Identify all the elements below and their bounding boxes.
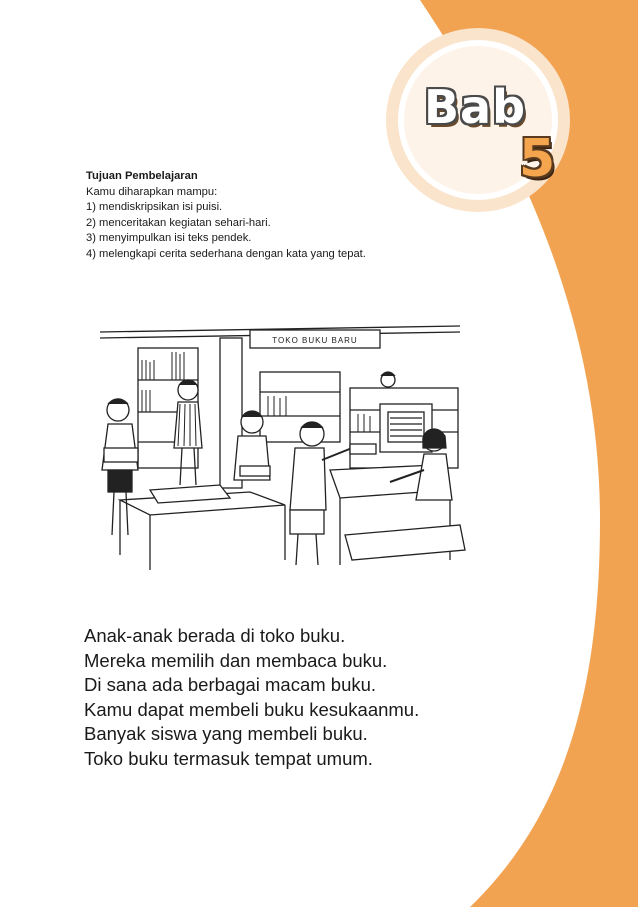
bookstore-illustration bbox=[90, 320, 470, 575]
learning-objectives bbox=[86, 169, 446, 262]
chapter-number: 5 bbox=[519, 129, 556, 189]
objectives-title: Tujuan Pembelajaran bbox=[86, 170, 198, 182]
reading-line: Anak-anak berada di toko buku. bbox=[84, 625, 346, 646]
chapter-word: Bab bbox=[424, 80, 527, 134]
objective-item: 2) menceritakan kegiatan sehari-hari. bbox=[86, 216, 271, 229]
objective-item: 3) menyimpulkan isi teks pendek. bbox=[86, 232, 252, 244]
reading-line: Toko buku termasuk tempat umum. bbox=[84, 747, 373, 769]
objective-item: 1) mendiskripsikan isi puisi. bbox=[86, 201, 223, 213]
reading-line: Di sana ada berbagai macam buku. bbox=[84, 674, 377, 695]
reading-passage bbox=[84, 624, 504, 771]
reading-line: Banyak siswa yang membeli buku. bbox=[84, 723, 368, 744]
store-sign-text: TOKO BUKU BARU bbox=[272, 336, 358, 345]
objectives-intro: Kamu diharapkan mampu: bbox=[86, 185, 218, 198]
background-shopper-figure bbox=[381, 372, 395, 387]
reading-line: Mereka memilih dan membaca buku. bbox=[84, 649, 388, 671]
objective-item: 4) melengkapi cerita sederhana dengan kata yang tepat. bbox=[86, 247, 366, 260]
reading-line: Kamu dapat membeli buku kesukaanmu. bbox=[84, 698, 420, 720]
boy-at-table-figure bbox=[234, 411, 270, 480]
